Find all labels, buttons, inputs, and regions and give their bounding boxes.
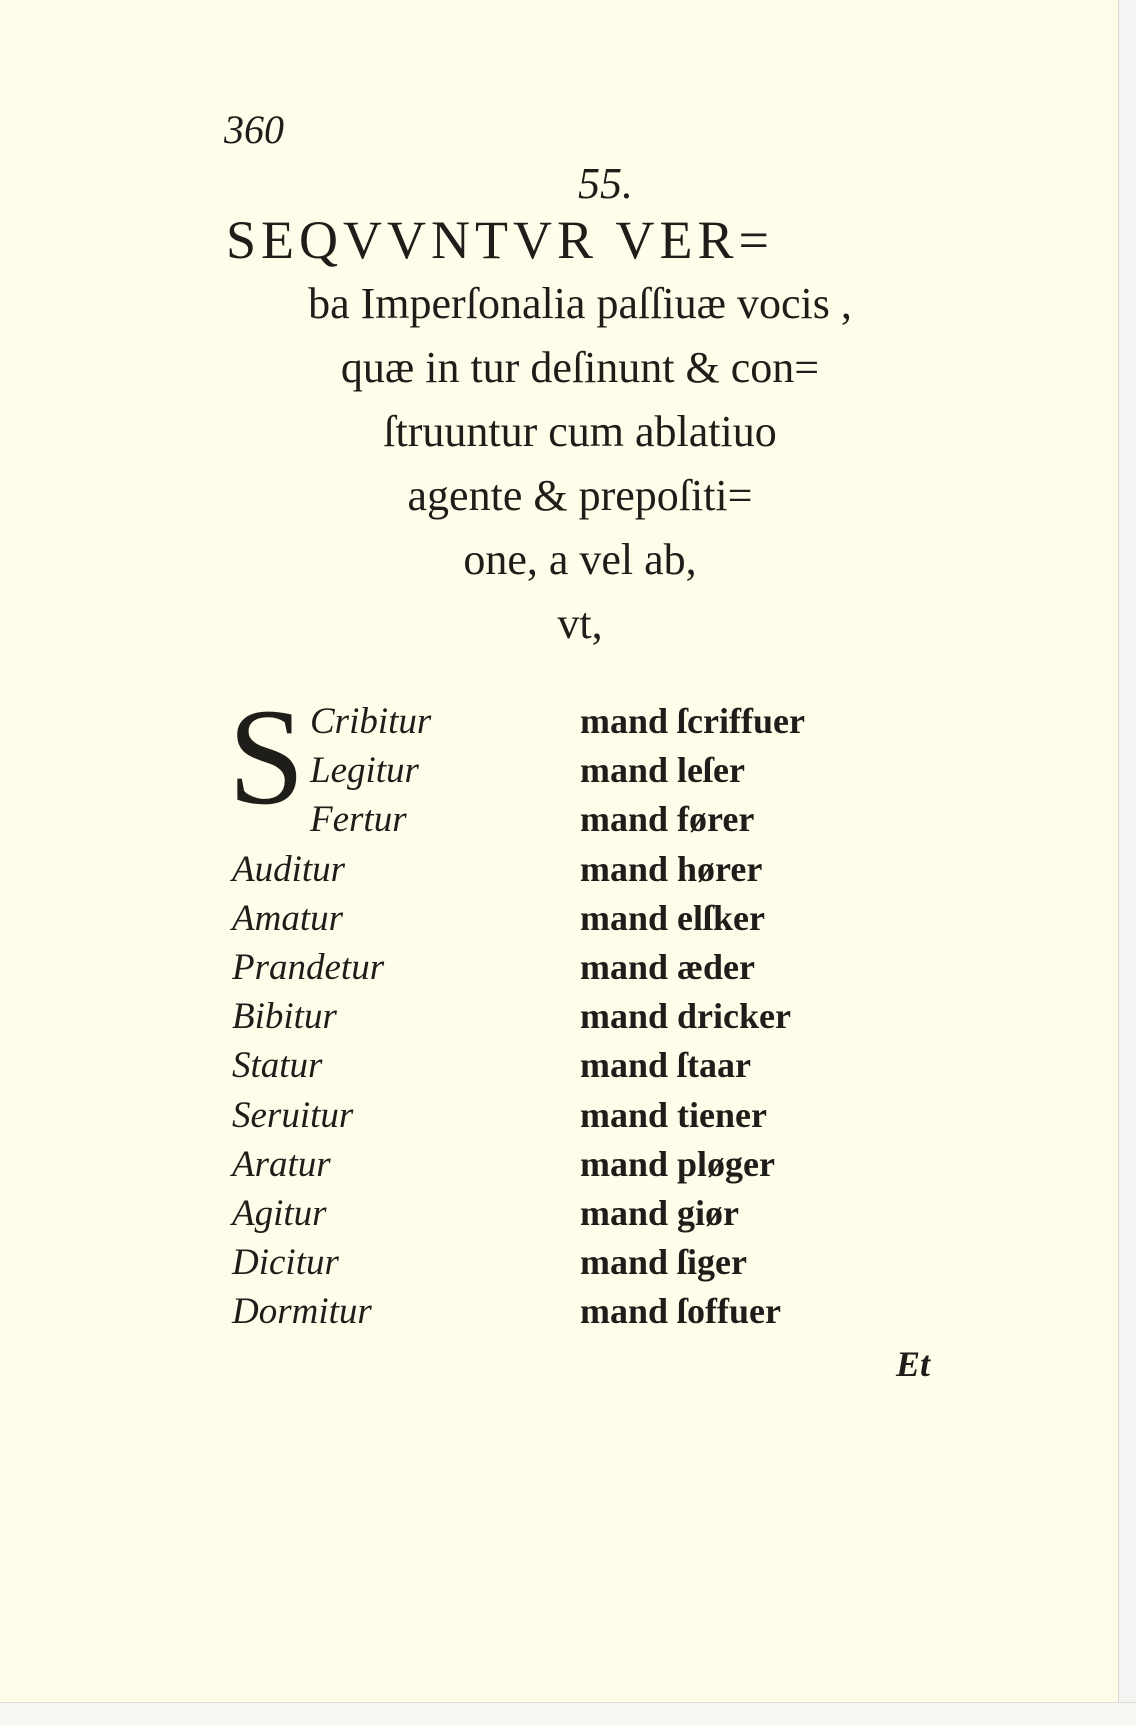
heading-line: SEQVVNTVR VER= — [226, 210, 774, 270]
drop-cap: S — [228, 680, 305, 833]
section-number: 55. — [578, 159, 633, 208]
latin-verb: Cribitur — [310, 701, 432, 742]
heading-line: quæ in tur deſinunt & con= — [340, 343, 820, 392]
latin-verb: Auditur — [232, 848, 346, 890]
latin-verb: Dicitur — [232, 1242, 339, 1284]
danish-translation: mand leſer — [580, 750, 745, 791]
heading-line: one, a vel ab, — [463, 535, 697, 584]
danish-translation: mand pløger — [580, 1143, 776, 1184]
latin-verb: Legitur — [310, 750, 419, 792]
latin-verb: Statur — [232, 1045, 323, 1087]
latin-verb: Bibitur — [232, 996, 337, 1038]
latin-verb: Dormitur — [232, 1291, 372, 1333]
latin-column — [232, 697, 562, 1336]
scan-edge-right — [1118, 0, 1136, 1726]
latin-verb: Fertur — [310, 799, 407, 841]
heading-line: ba Imperſonalia paſſiuæ vocis , — [308, 279, 852, 328]
verb-list — [232, 697, 952, 1337]
latin-verb: Seruitur — [232, 1094, 354, 1136]
latin-verb: Aratur — [232, 1143, 331, 1185]
heading-line: agente & prepoſiti= — [407, 471, 753, 520]
latin-verb: Agitur — [232, 1192, 327, 1234]
latin-verb: Prandetur — [232, 946, 385, 988]
danish-column — [580, 697, 940, 1336]
danish-translation: mand elſker — [580, 897, 765, 938]
danish-translation: mand tiener — [580, 1094, 767, 1135]
catchword: Et — [896, 1344, 931, 1384]
heading-line: vt, — [557, 599, 603, 648]
danish-translation: mand æder — [580, 946, 756, 987]
latin-verb: Amatur — [232, 897, 343, 939]
danish-translation: mand fører — [580, 799, 755, 840]
heading-line: ſtruuntur cum ablatiuo — [383, 407, 777, 456]
danish-translation: mand ſcriffuer — [580, 701, 805, 741]
scan-edge-bottom — [0, 1702, 1136, 1726]
danish-translation: mand ſiger — [580, 1242, 747, 1283]
danish-translation: mand giør — [580, 1192, 740, 1233]
danish-translation: mand dricker — [580, 996, 791, 1037]
danish-translation: mand ſoffuer — [580, 1291, 781, 1332]
section-heading — [220, 208, 940, 656]
danish-translation: mand ſtaar — [580, 1045, 751, 1086]
page-number: 360 — [224, 107, 284, 152]
danish-translation: mand hører — [580, 848, 763, 889]
